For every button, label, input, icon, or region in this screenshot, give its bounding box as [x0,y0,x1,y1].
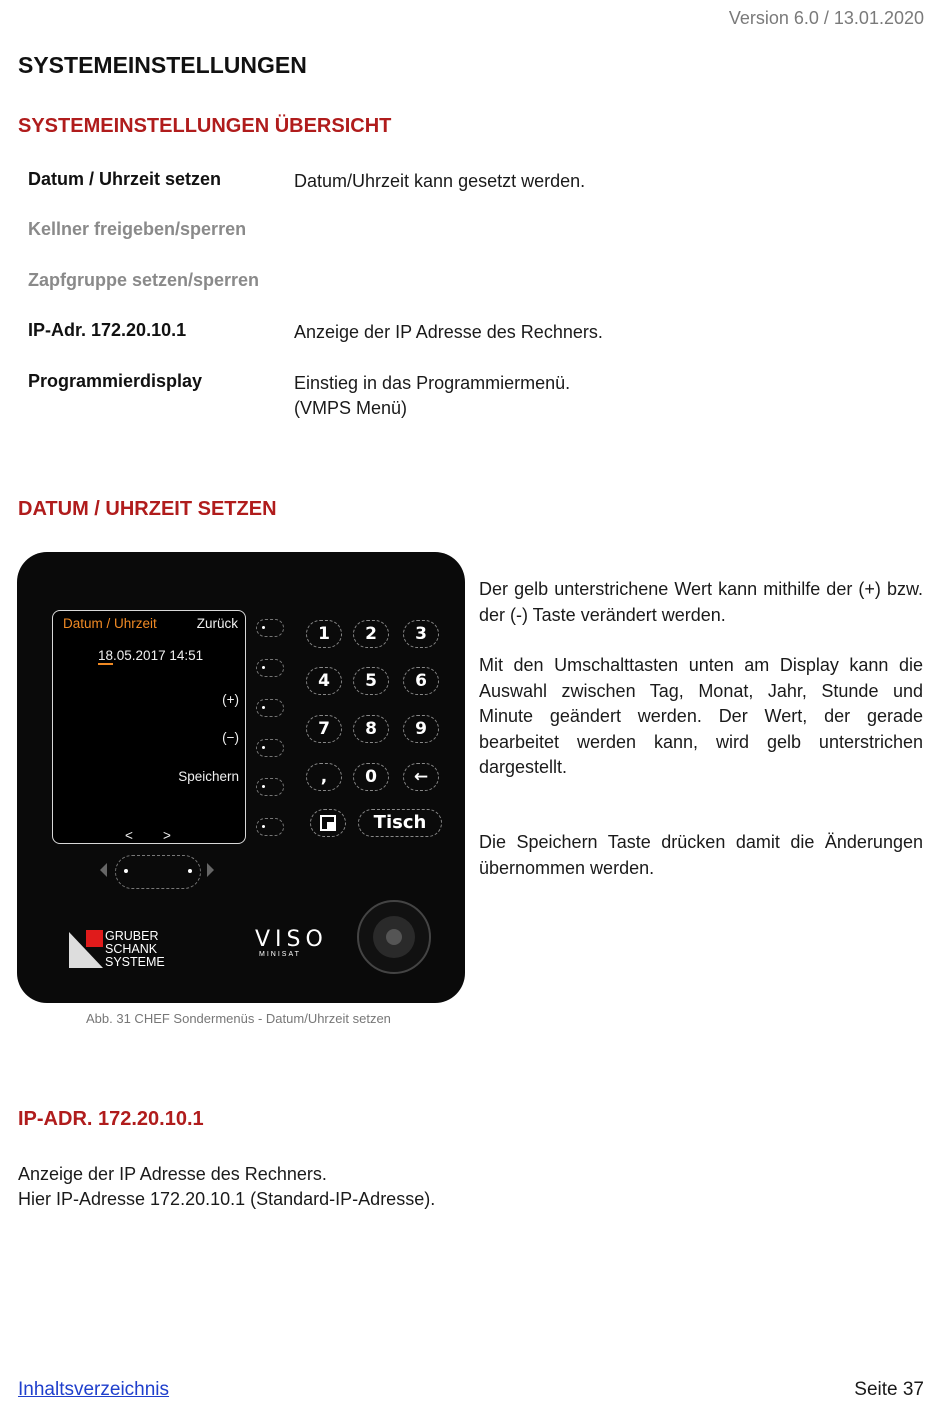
page-number: Seite 37 [854,1379,924,1400]
key-tisch: Tisch [358,809,442,837]
side-button-4 [256,739,284,757]
key-8: 8 [353,715,389,743]
side-button-5 [256,778,284,796]
nav-rocker [115,855,201,889]
screen-save: Speichern [178,769,239,784]
screen-minus: (−) [222,730,239,745]
ip-line-1: Anzeige der IP Adresse des Rechners. [18,1164,327,1184]
key-comma: , [306,763,342,791]
figure-caption: Abb. 31 CHEF Sondermenüs - Datum/Uhrzeit setzen [86,1011,391,1026]
key-2: 2 [353,620,389,648]
datum-para-1: Der gelb unterstrichene Wert kann mithilfe der (+) bzw. der (-) Taste verändert werden. [479,579,923,625]
datum-heading: DATUM / UHRZEIT SETZEN [18,498,277,520]
screen-datetime-rest: .05.2017 14:51 [113,648,204,663]
key-4: 4 [306,667,342,695]
screen-nav-right: > [163,828,171,843]
gruber-logo-text: GRUBER SCHANK SYSTEME [105,929,165,969]
toc-link[interactable]: Inhaltsverzeichnis [18,1379,170,1400]
side-button-6 [256,818,284,836]
page-title: SYSTEMEINSTELLUNGEN [18,52,307,78]
overview-label-datum: Datum / Uhrzeit setzen [28,169,222,189]
device-screen [52,610,246,844]
key-1: 1 [306,620,342,648]
side-button-2 [256,659,284,677]
overview-desc-datum: Datum/Uhrzeit kann gesetzt werden. [294,171,586,191]
screen-day-highlight: 18 [98,648,114,663]
nav-right-arrow-icon [207,863,214,877]
overview-desc-programmierdisplay [294,371,570,421]
key-backspace: ← [403,763,439,791]
ip-line-2: Hier IP-Adresse 172.20.10.1 (Standard-IP-Adresse). [18,1189,436,1209]
key-6: 6 [403,667,439,695]
ip-heading: IP-ADR. 172.20.10.1 [18,1108,204,1130]
square-icon [318,813,338,833]
key-7: 7 [306,715,342,743]
datum-para-3: Die Speichern Taste drücken damit die Änderungen übernommen werden. [479,832,923,878]
datum-para-2: Mit den Umschalttasten unten am Display kann die Auswahl zwischen Tag, Monat, Jahr, Stunde und Minute geändert werden. Der Wert, der gerade bearbeitet werden kann, wird gelb unterstrichen dargestellt. [479,655,923,777]
key-3: 3 [403,620,439,648]
key-0: 0 [353,763,389,791]
card-reader [357,900,431,974]
screen-title: Datum / Uhrzeit [63,616,157,631]
overview-desc-ip: Anzeige der IP Adresse des Rechners. [294,322,603,342]
overview-heading: SYSTEMEINSTELLUNGEN ÜBERSICHT [18,115,392,137]
screen-back: Zurück [196,616,238,631]
key-square-icon [310,809,346,837]
screen-nav-left: < [125,828,133,843]
overview-label-programmierdisplay: Programmierdisplay [28,371,203,391]
side-button-1 [256,619,284,637]
viso-brand: VISO [255,927,328,952]
device-image [17,552,465,1003]
key-5: 5 [353,667,389,695]
overview-label-kellner: Kellner freigeben/sperren [28,219,247,239]
overview-label-zapfgruppe: Zapfgruppe setzen/sperren [28,270,260,290]
version-label: Version 6.0 / 13.01.2020 [728,8,924,28]
screen-datetime [98,648,203,663]
nav-left-arrow-icon [100,863,107,877]
screen-plus: (+) [222,692,239,707]
overview-label-ip: IP-Adr. 172.20.10.1 [28,320,187,340]
overview-desc-line2: (VMPS Menü) [294,398,408,418]
gruber-logo-icon [67,930,105,970]
side-button-3 [256,699,284,717]
minisat-label: MINISAT [259,951,301,958]
overview-desc-line1: Einstieg in das Programmiermenü. [294,373,571,393]
key-9: 9 [403,715,439,743]
